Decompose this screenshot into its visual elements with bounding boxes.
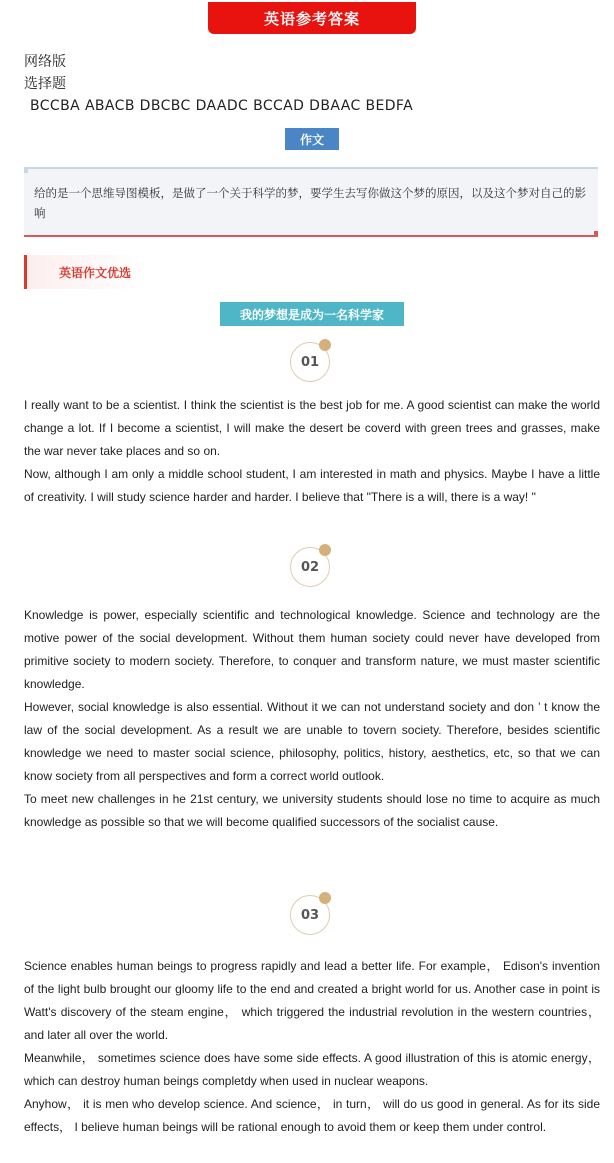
badge-dot-icon xyxy=(319,892,331,904)
featured-section-heading xyxy=(24,255,147,289)
essay-body xyxy=(24,955,600,1139)
essay-title: 我的梦想是成为一名科学家 xyxy=(220,302,404,326)
prompt-box-corner-top xyxy=(24,167,28,173)
page-title-banner: 英语参考答案 xyxy=(208,2,416,34)
answer-key: BCCBA ABACB DBCBC DAADC BCCAD DBAAC BEDFA xyxy=(30,98,414,114)
essay-paragraph: Anyhow， it is men who develop science. And science， in turn， will do us good in general. As for its side effects， I believe human beings will be rational enough to avoid them or keep them under control. xyxy=(24,1097,600,1134)
essay-paragraph: Meanwhile， sometimes science does have some side effects. A good illustration of this is atomic energy， which can destroy human beings completdy when used in nuclear weapons. xyxy=(24,1051,600,1088)
essay-paragraph: To meet new challenges in he 21st century, we university students should lose no time to acquire as much knowledge as possible so that we will become qualified successors of the socialist cause. xyxy=(24,792,600,829)
prompt-box-corner-bottom xyxy=(594,231,598,237)
featured-heading-label: 英语作文优选 xyxy=(59,266,132,280)
essay-number: 01 xyxy=(300,354,320,370)
essay-paragraph: Science enables human beings to progress rapidly and lead a better life. For example， Edison's invention of the light bulb brought our gloomy life to the end and created a bright world for us. Another case in point is Watt's discovery of the steam engine， which triggered the industrial revolution in the western countries， and later all over the world. xyxy=(24,959,600,1042)
version-label: 网络版 xyxy=(24,54,66,70)
composition-tag: 作文 xyxy=(285,128,339,150)
prompt-box xyxy=(24,167,598,237)
essay-paragraph: Now, although I am only a middle school student, I am interested in math and physics. Maybe I have a little of creativity. I will study science harder and harder. I believe that "There is a will, there is a way! " xyxy=(24,467,600,504)
essay-paragraph: However, social knowledge is also essential. Without it we can not understand society and don ’ t know the law of the social development. As a result we are unable to tovern society. Therefore, besides scientific knowledge we need to master social science, philosophy, politics, history, aesthetics, etc, so that we can know society from all perspectives and form a correct world outlook. xyxy=(24,700,600,783)
essay-body xyxy=(24,394,600,509)
essay-paragraph: I really want to be a scientist. I think the scientist is the best job for me. A good scientist can make the world change a lot. If I become a scientist, I will make the desert be coverd with green trees and grasses, make the war never take places and so on. xyxy=(24,398,600,458)
badge-dot-icon xyxy=(319,544,331,556)
composition-prompt: 给的是一个思维导图模板，是做了一个关于科学的梦，要学生去写你做这个梦的原因，以及这个梦对自己的影响 xyxy=(34,186,586,220)
essay-paragraph: Knowledge is power, especially scientific and technological knowledge. Science and technology are the motive power of the social development. Without them human society could never have developed from primitive society to modern society. Therefore, to conquer and transform nature, we must master scientific knowledge. xyxy=(24,608,600,691)
essay-number-badge xyxy=(290,342,330,382)
essay-number: 03 xyxy=(300,907,320,923)
badge-dot-icon xyxy=(319,339,331,351)
section-label: 选择题 xyxy=(24,76,66,92)
essay-number-badge xyxy=(290,895,330,935)
essay-body xyxy=(24,604,600,834)
essay-number-badge xyxy=(290,547,330,587)
essay-number: 02 xyxy=(300,559,320,575)
